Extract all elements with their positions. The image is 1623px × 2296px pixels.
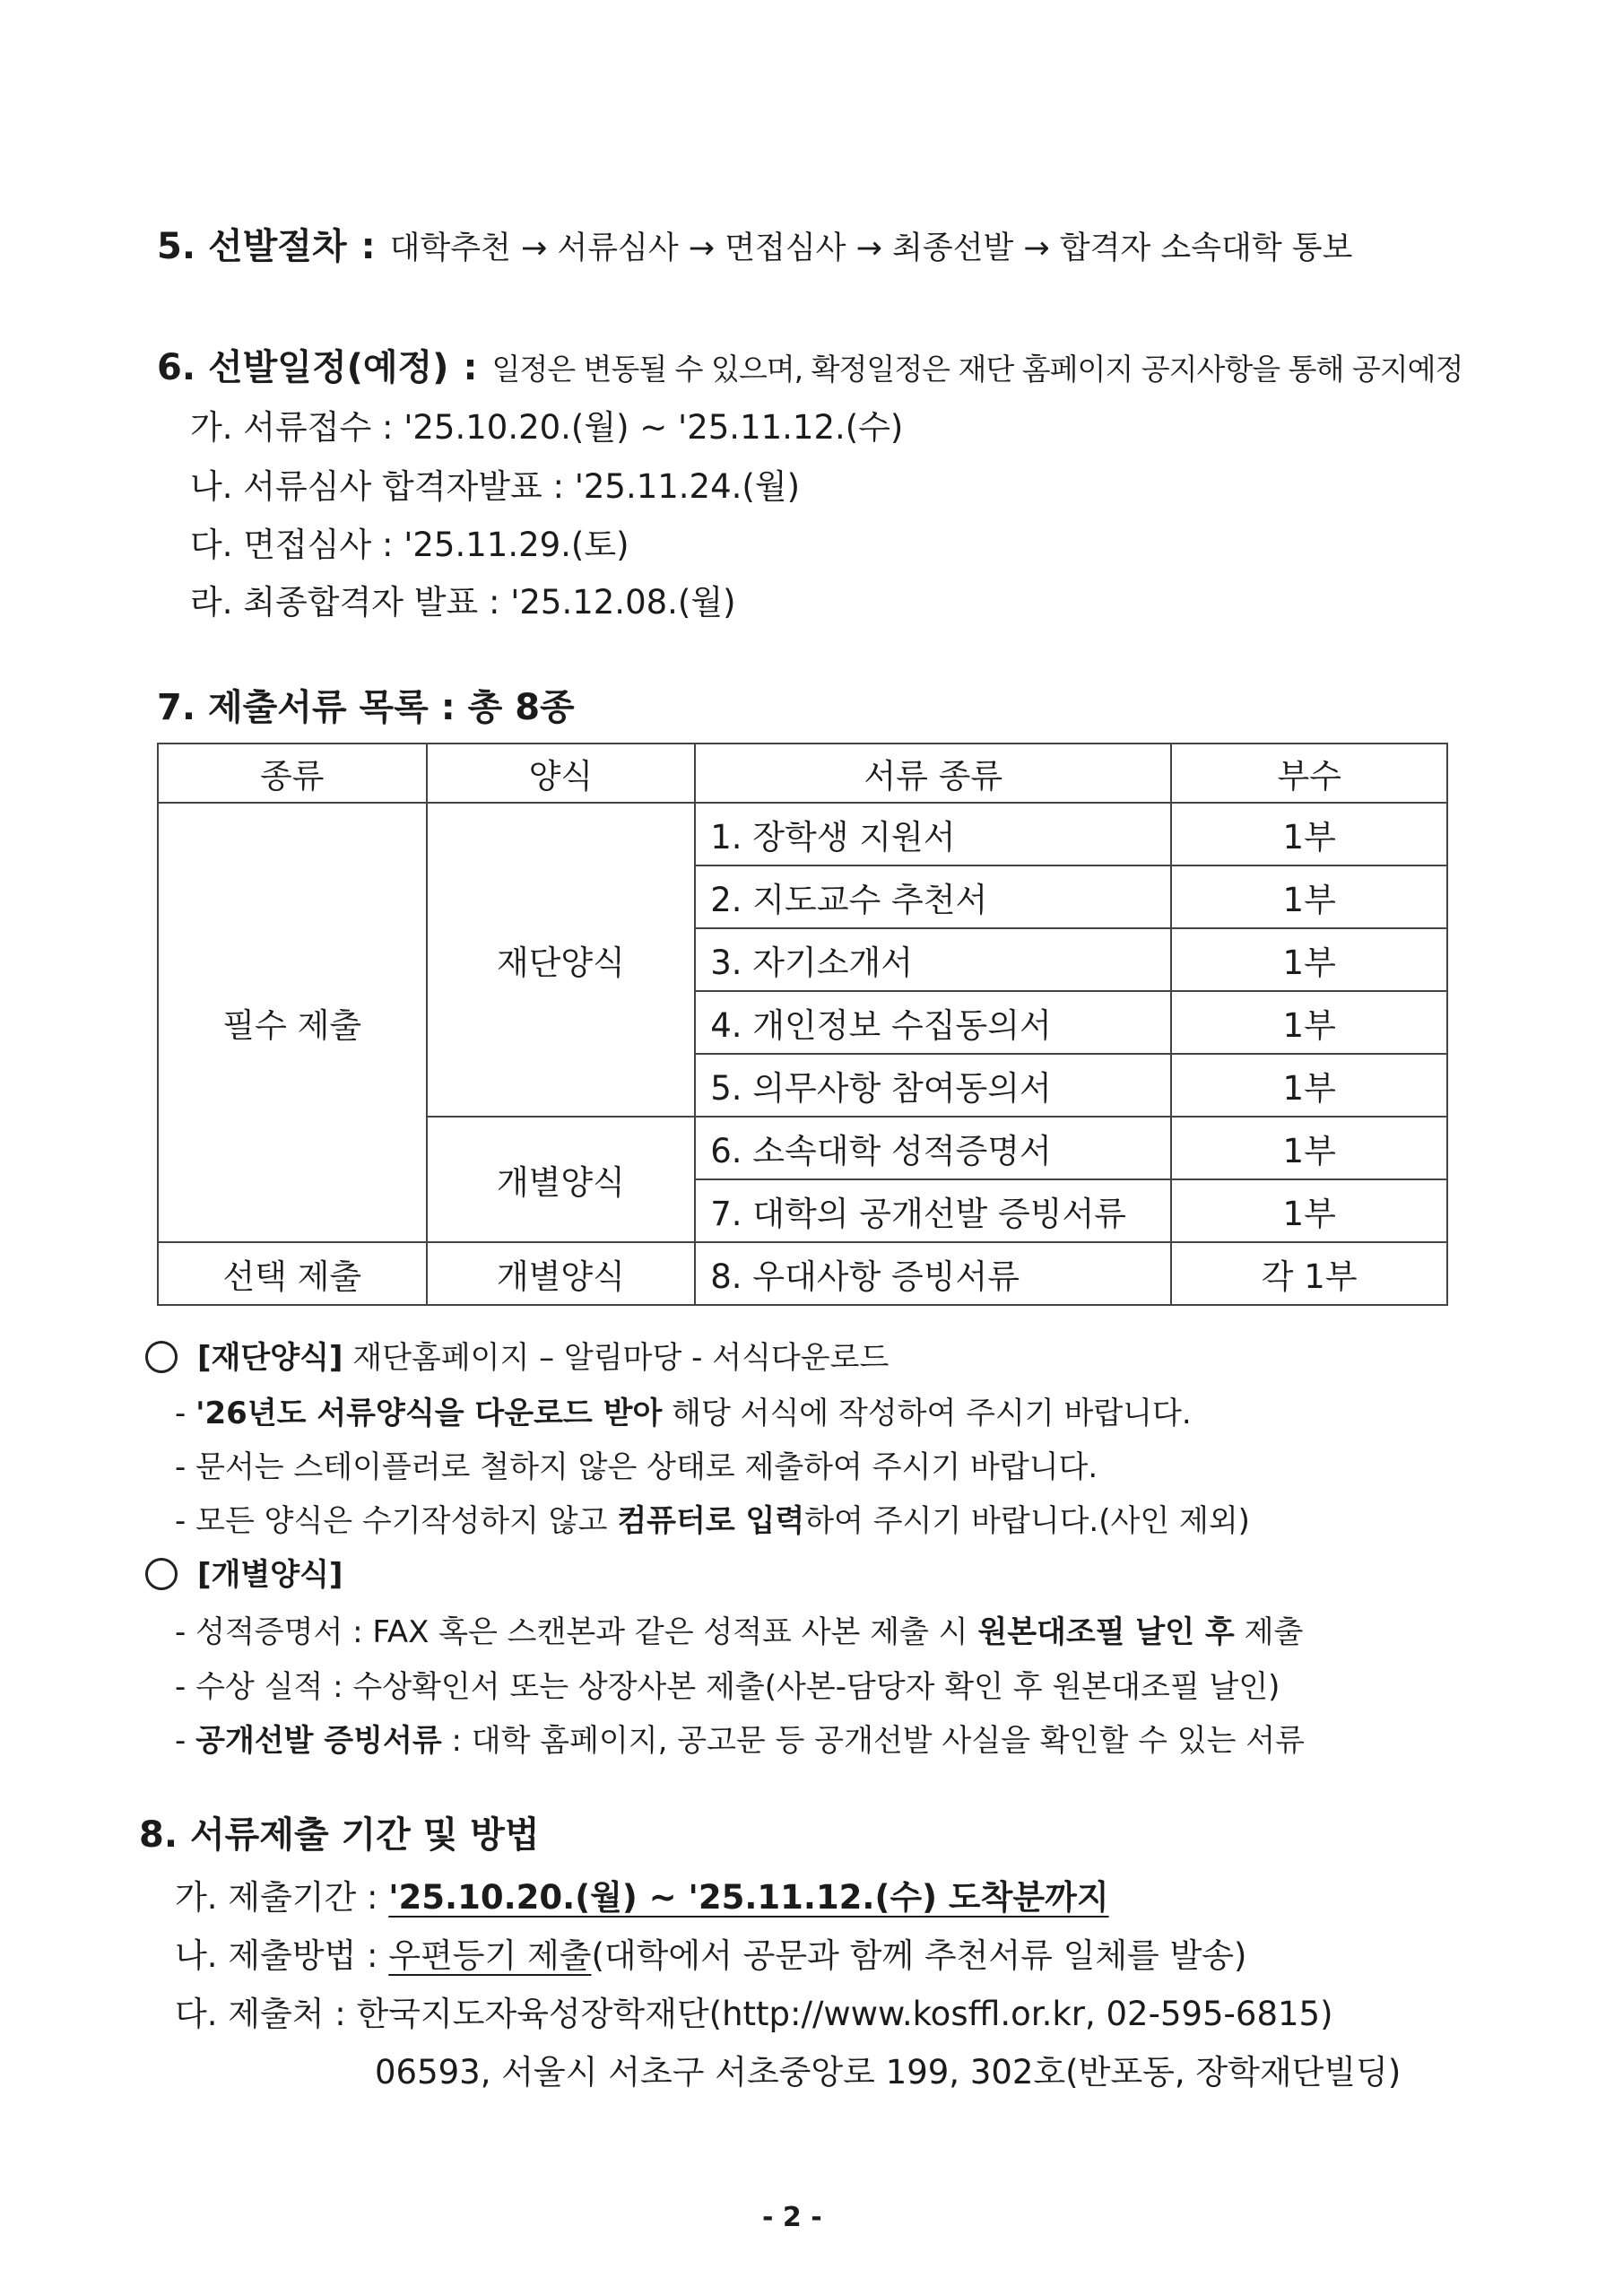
form-type: 재단양식 <box>427 803 696 1117</box>
note-emphasis: 원본대조필 날인 후 <box>977 1614 1235 1650</box>
selection-procedure: 대학추천 → 서류심사 → 면접심사 → 최종선발 → 합격자 소속대학 통보 <box>389 230 1353 266</box>
note-text: : 대학 홈페이지, 공고문 등 공개선발 사실을 확인할 수 있는 서류 <box>451 1723 1305 1759</box>
section-title: 제출서류 목록 : 총 8종 <box>208 687 575 728</box>
submission-place <box>175 1987 1333 2035</box>
page-number: - 2 - <box>762 2202 822 2233</box>
section-number: 5. <box>157 226 196 267</box>
copies: 각 1부 <box>1171 1242 1447 1305</box>
copies: 1부 <box>1171 1179 1447 1242</box>
item-label: 가. 제출기간 : <box>175 1878 378 1917</box>
document-name: 4. 개인정보 수집동의서 <box>695 991 1171 1054</box>
schedule-item: 라. 최종합격자 발표 : '25.12.08.(월) <box>190 583 736 622</box>
dash: - <box>175 1723 187 1759</box>
copies: 1부 <box>1171 1054 1447 1117</box>
note-text: 모든 양식은 수기작성하지 않고 <box>195 1503 608 1539</box>
note-text: 해당 서식에 작성하여 주시기 바랍니다. <box>672 1396 1192 1431</box>
section-8-heading <box>139 1806 540 1857</box>
note-text: 문서는 스테이플러로 철하지 않은 상태로 제출하여 주시기 바랍니다. <box>195 1449 1098 1485</box>
note-line <box>175 1716 1305 1760</box>
document-name: 7. 대학의 공개선발 증빙서류 <box>695 1179 1171 1242</box>
section-number: 7. <box>157 687 196 728</box>
required-category: 필수 제출 <box>158 803 427 1242</box>
table-row <box>158 1242 1447 1305</box>
method-value: 우편등기 제출 <box>388 1936 592 1975</box>
section-title: 선발일정(예정) <box>208 347 449 388</box>
section-number: 6. <box>157 347 196 388</box>
note-text: 성적증명서 : FAX 혹은 스캔본과 같은 성적표 사본 제출 시 <box>195 1614 968 1650</box>
form-type: 개별양식 <box>427 1242 696 1305</box>
place-value: 한국지도자육성장학재단(http://www.kosffl.or.kr, 02-595-6815) <box>356 1995 1333 2033</box>
header-cell: 부수 <box>1171 744 1447 803</box>
header-cell: 양식 <box>427 744 696 803</box>
note-text: 수상 실적 : 수상확인서 또는 상장사본 제출(사본-담당자 확인 후 원본대조필 날인) <box>195 1669 1280 1705</box>
header-cell: 종류 <box>158 744 427 803</box>
copies: 1부 <box>1171 928 1447 991</box>
period-value: '25.10.20.(월) ~ '25.11.12.(수) 도착분까지 <box>388 1878 1109 1917</box>
copies: 1부 <box>1171 1117 1447 1179</box>
document-name: 6. 소속대학 성적증명서 <box>695 1117 1171 1179</box>
dash: - <box>175 1396 187 1431</box>
note-emphasis: 컴퓨터로 입력 <box>617 1503 805 1539</box>
note-line <box>175 1607 1303 1651</box>
document-name: 1. 장학생 지원서 <box>695 803 1171 865</box>
note-emphasis: 공개선발 증빙서류 <box>195 1723 442 1759</box>
circle-bullet-icon <box>145 1558 178 1590</box>
item-label: 나. 제출방법 : <box>175 1936 378 1975</box>
note-line <box>175 1496 1250 1540</box>
optional-category: 선택 제출 <box>158 1242 427 1305</box>
document-name: 2. 지도교수 추천서 <box>695 865 1171 928</box>
table-header-row <box>158 744 1447 803</box>
note-text: 제출 <box>1244 1614 1304 1650</box>
dash: - <box>175 1614 187 1650</box>
note-emphasis: '26년도 서류양식을 다운로드 받아 <box>195 1396 663 1431</box>
dash: - <box>175 1503 187 1539</box>
note-text: 하여 주시기 바랍니다.(사인 제외) <box>804 1503 1250 1539</box>
submission-period <box>175 1870 1109 1918</box>
section-5-heading <box>157 218 1352 269</box>
heading-colon: : <box>360 226 376 267</box>
documents-table <box>157 743 1448 1306</box>
download-path: 재단홈페이지 – 알림마당 - 서식다운로드 <box>352 1340 890 1376</box>
section-7-heading <box>157 679 575 730</box>
copies: 1부 <box>1171 865 1447 928</box>
note-label: [재단양식] <box>197 1340 343 1376</box>
note-label: [개별양식] <box>197 1557 343 1593</box>
header-cell: 서류 종류 <box>695 744 1171 803</box>
item-label: 다. 제출처 : <box>175 1995 346 2033</box>
heading-colon: : <box>463 347 478 388</box>
form-type: 개별양식 <box>427 1117 696 1242</box>
document-name: 8. 우대사항 증빙서류 <box>695 1242 1171 1305</box>
individual-form-note <box>145 1550 343 1594</box>
note-line <box>175 1442 1098 1486</box>
section-number: 8. <box>139 1814 178 1856</box>
document-name: 3. 자기소개서 <box>695 928 1171 991</box>
schedule-item: 다. 면접심사 : '25.11.29.(토) <box>190 526 629 564</box>
section-6-heading <box>157 339 1462 390</box>
method-detail: (대학에서 공문과 함께 추천서류 일체를 발송) <box>591 1936 1247 1975</box>
address: 06593, 서울시 서초구 서초중앙로 199, 302호(반포동, 장학재단빌딩) <box>375 2053 1402 2092</box>
copies: 1부 <box>1171 991 1447 1054</box>
dash: - <box>175 1449 187 1485</box>
table-row <box>158 803 1447 865</box>
submission-method <box>175 1928 1246 1977</box>
schedule-note: 일정은 변동될 수 있으며, 확정일정은 재단 홈페이지 공지사항을 통해 공지예정 <box>491 352 1463 387</box>
foundation-form-note <box>145 1333 889 1377</box>
circle-bullet-icon <box>145 1341 178 1373</box>
section-title: 선발절차 <box>208 226 347 267</box>
dash: - <box>175 1669 187 1705</box>
copies: 1부 <box>1171 803 1447 865</box>
note-line <box>175 1662 1280 1706</box>
note-line <box>175 1388 1192 1432</box>
schedule-item: 가. 서류접수 : '25.10.20.(월) ~ '25.11.12.(수) <box>190 408 904 447</box>
schedule-item: 나. 서류심사 합격자발표 : '25.11.24.(월) <box>190 467 801 506</box>
document-name: 5. 의무사항 참여동의서 <box>695 1054 1171 1117</box>
section-title: 서류제출 기간 및 방법 <box>190 1814 540 1856</box>
